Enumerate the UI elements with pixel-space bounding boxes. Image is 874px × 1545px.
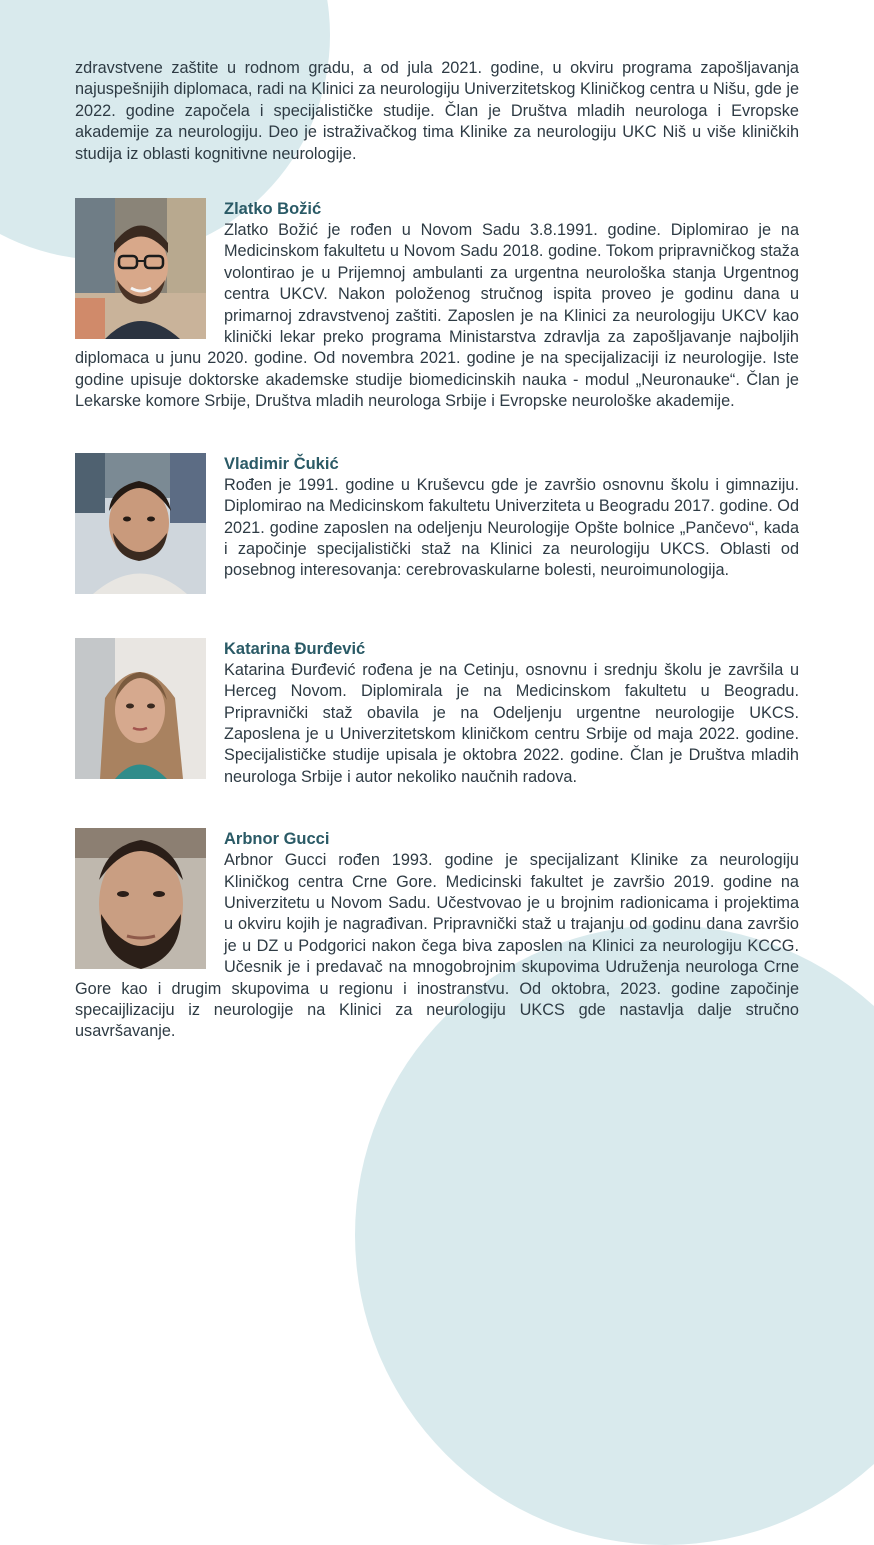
profile-vladimir-cukic xyxy=(75,453,799,598)
photo-katarina-djurdjevic xyxy=(75,638,206,779)
profile-bio: Arbnor Gucci rođen 1993. godine je specijalizant Klinike za neurologiju Kliničkog centra Crne Gore. Medicinski fakultet je završio 2019. godine na Univerzitetu u Novom Sadu. Učestvovao je u brojnim radionicama i projektima u okviru kojih je nagrađivan. Pripravnički staž u trajanju od godinu dana završio je u DZ u Podgorici nakon čega biva zaposlen na Klinici za neurologiju KCCG. Učesnik je i predavač na mnogobrojnim skupovima Udruženja neurologa Crne Gore kao i drugim skupovima u regionu i inostranstvu. Od oktobra, 2023. godine započinje specaijlizaciju iz neurologije na Klinici za neurologiju UKCS gde nastavlja dalje stručno usavršavanje. xyxy=(75,851,799,1041)
profile-name: Arbnor Gucci xyxy=(224,830,330,849)
profile-katarina-djurdjevic xyxy=(75,638,799,788)
profile-name: Katarina Đurđević xyxy=(224,639,366,658)
profile-bio: Katarina Đurđević rođena je na Cetinju, osnovnu i srednju školu je završila u Herceg Novom. Diplomirala je na Medicinskom fakultetu u Beogradu. Pripravnički staž obavila je na Odeljenju urgentne neurologije UKCS. Zaposlena je u Univerzitetskom kliničkom centru Srbije od maja 2022. godine. Specijalističke studije upisala je oktobra 2022. godine. Član je Društva mladih neurologa Srbije i autor nekoliko naučnih radova. xyxy=(224,660,799,786)
photo-arbnor-gucci xyxy=(75,828,206,969)
profile-bio: Zlatko Božić je rođen u Novom Sadu 3.8.1991. godine. Diplomirao je na Medicinskom fakultetu u Novom Sadu 2018. godine. Tokom pripravničkog staža volontirao je u Prijemnoj ambulanti za urgentna neurološka stanja Urgentnog centra UKCV. Nakon položenog stručnog ispita proveo je godinu dana u primarnoj zdravstvenoj zaštiti. Zaposlen je na Klinici za neurologiju UKCV kao klinički lekar preko programa Ministarstva zdravlja za zapošljavanje najboljih diplomaca u junu 2020. godine. Od novembra 2021. godine je na specijalizaciji iz neurologije. Iste godine upisuje doktorske akademske studije biomedicinskih nauka - modul „Neuronauke“. Član je Lekarske komore Srbije, Društva mladih neurologa Srbije i Evropske neurološke akademije. xyxy=(75,221,799,411)
profile-name: Zlatko Božić xyxy=(224,200,322,219)
document-body xyxy=(75,58,799,1043)
profile-zlatko-bozic xyxy=(75,198,799,413)
profile-arbnor-gucci xyxy=(75,828,799,1043)
profile-name: Vladimir Čukić xyxy=(224,454,339,473)
photo-zlatko-bozic xyxy=(75,198,206,339)
profile-bio: Rođen je 1991. godine u Kruševcu gde je završio osnovnu školu i gimnaziju. Diplomirao na Medicinskom fakultetu Univerziteta u Beogradu 2017. godine. Od 2021. godine zaposlen na odeljenju Neurologije Opšte bolnice „Pančevo“, kada i započinje specijalistički staž na Klinici za neurologiju UKCS. Oblasti od posebnog interesovanja: cerebrovaskularne bolesti, neuroimunologija. xyxy=(224,475,799,580)
intro-paragraph: zdravstvene zaštite u rodnom gradu, a od jula 2021. godine, u okviru programa zapošljavanja najuspešnijih diplomaca, radi na Klinici za neurologiju Univerzitetskog Kliničkog centra u Nišu, gde je 2022. godine započela i specijalističke studije. Član je Društva mladih neurologa i Evropske akademije za neurologiju. Deo je istraživačkog tima Klinike za neurologiju UKC Niš u više kliničkih studija iz oblasti kognitivne neurologije. xyxy=(75,59,799,163)
photo-vladimir-cukic xyxy=(75,453,206,594)
